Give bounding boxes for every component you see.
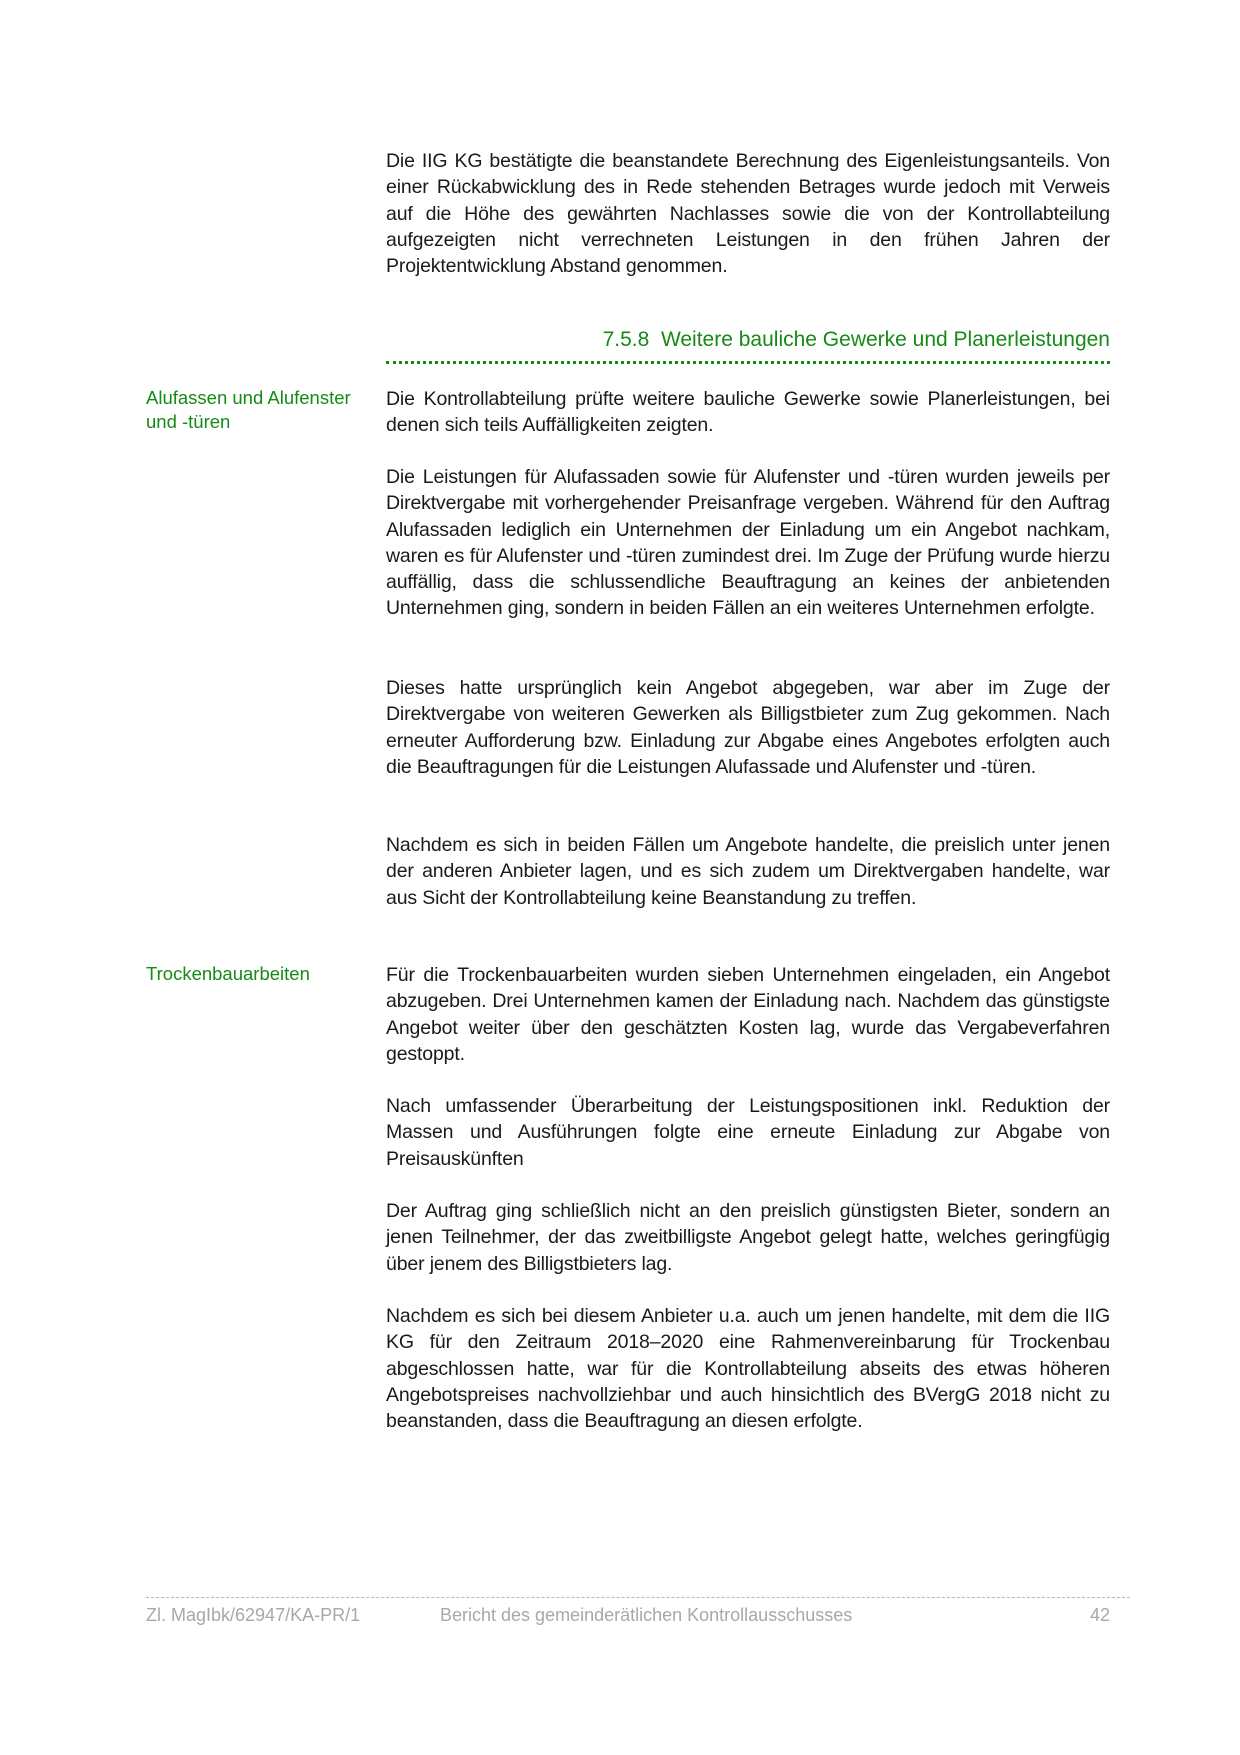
intro-paragraph: Die IIG KG bestätigte die beanstandete Berechnung des Eigenleistungsanteils. Von einer Rückabwicklung des in Rede stehenden Betrages wurde jedoch mit Verweis auf die Höhe des gewährten Nachlasses sowie die von der Kontrollabteilung aufgezeigten nicht verrechneten Leistungen in den frühen Jahren der Projektentwicklung Abstand genommen.: [386, 150, 1110, 278]
footer-reference: Zl. MagIbk/62947/KA-PR/1: [146, 1605, 361, 1625]
section-heading-block: [386, 328, 1110, 364]
paragraph: Nach umfassender Überarbeitung der Leistungspositionen inkl. Reduktion der Massen und Ausführungen folgte eine erneute Einladung zur Abgabe von Preisauskünften: [386, 1095, 1110, 1170]
section-heading: 7.5.8 Weitere bauliche Gewerke und Planerleistungen: [602, 328, 1110, 351]
paragraph: Nachdem es sich bei diesem Anbieter u.a. auch um jenen handelte, mit dem die IIG KG für den Zeitraum 2018–2020 eine Rahmenvereinbarung für Trockenbau abgeschlossen hatte, war für die Kontrollabteilung abseits des etwas höheren Angebotspreises nachvollziehbar und auch hinsichtlich des BVergG 2018 nicht zu beanstanden, dass die Beauftragung an diesen erfolgte.: [386, 1305, 1110, 1433]
page-number: 42: [1089, 1605, 1110, 1625]
paragraph: Der Auftrag ging schließlich nicht an den preislich günstigsten Bieter, sondern an jenen Teilnehmer, der das zweitbilligste Angebot gelegt hatte, welches geringfügig über jenem des Billigstbieters lag.: [386, 1200, 1110, 1275]
heading-dotted-rule: [386, 361, 1110, 364]
margin-note-alufassaden: Alufassen und Alufenster und -türen: [146, 387, 351, 432]
footer-dashed-rule: [146, 1597, 1130, 1598]
paragraph: Nachdem es sich in beiden Fällen um Angebote handelte, die preislich unter jenen der anderen Anbieter lagen, und es sich zudem um Direktvergaben handelte, war aus Sicht der Kontrollabteilung keine Beanstandung zu treffen.: [386, 834, 1110, 909]
paragraph: Dieses hatte ursprünglich kein Angebot abgegeben, war aber im Zuge der Direktvergabe von weiteren Gewerken als Billigstbieter zum Zug gekommen. Nach erneuter Aufforderung bzw. Einladung zur Abgabe eines Angebotes erfolgten auch die Beauftragungen für die Leistungen Alufassade und Alufenster und -türen.: [386, 677, 1110, 778]
paragraph: Die Leistungen für Alufassaden sowie für Alufenster und -türen wurden jeweils per Direktvergabe mit vorhergehender Preisanfrage vergeben. Während für den Auftrag Alufassaden lediglich ein Unternehmen der Einladung um ein Angebot nachkam, waren es für Alufenster und -türen zumindest drei. Im Zuge der Prüfung wurde hierzu auffällig, dass die schlussendliche Beauftragung an keines der anbietenden Unternehmen ging, sondern in beiden Fällen an ein weiteres Unternehmen erfolgte.: [386, 466, 1110, 620]
margin-note-trockenbau: Trockenbauarbeiten: [146, 963, 310, 984]
footer-title: Bericht des gemeinderätlichen Kontrollausschusses: [440, 1605, 853, 1625]
paragraph: Für die Trockenbauarbeiten wurden sieben Unternehmen eingeladen, ein Angebot abzugeben. Drei Unternehmen kamen der Einladung nach. Nachdem das günstigste Angebot weiter über den geschätzten Kosten lag, wurde das Vergabeverfahren gestoppt.: [386, 964, 1110, 1065]
paragraph: Die Kontrollabteilung prüfte weitere bauliche Gewerke sowie Planerleistungen, bei denen sich teils Auffälligkeiten zeigten.: [386, 388, 1110, 437]
